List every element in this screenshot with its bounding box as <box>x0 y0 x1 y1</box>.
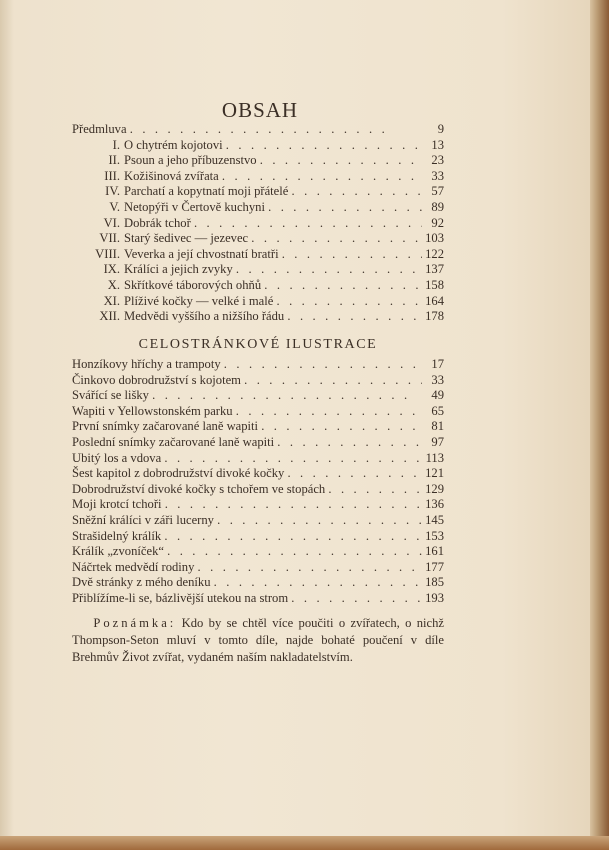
toc-page: 23 <box>431 153 444 168</box>
toc-row <box>72 184 444 200</box>
toc-label: Medvědi vyššího a nižšího řádu <box>124 309 285 324</box>
toc-row <box>72 482 444 498</box>
note-text: Kdo by se chtěl více poučiti o zvířatech, o nichž Thompson-Seton mluví v tomto díle, najde bohaté poučení v díle Brehmův Život zvířat, vydaném naším nakladatelstvím. <box>72 616 445 664</box>
toc-row <box>72 388 444 404</box>
toc-page: 164 <box>425 293 444 308</box>
toc-row <box>72 294 444 310</box>
toc-row <box>72 231 444 247</box>
toc-row <box>72 435 444 451</box>
toc-page: 158 <box>425 277 444 292</box>
toc-page: 121 <box>425 466 444 481</box>
toc-label: Svářící se lišky <box>72 388 149 403</box>
toc-label: Sněžní králíci v záři lucerny <box>72 512 214 527</box>
toc-page: 129 <box>425 481 444 496</box>
toc-row <box>72 451 444 467</box>
contents-list <box>72 122 444 325</box>
toc-page: 122 <box>425 246 444 261</box>
toc-row <box>72 591 444 607</box>
chapter-numeral: I. <box>112 137 120 152</box>
toc-label: Dobrák tchoř <box>124 215 191 230</box>
toc-page: 113 <box>425 450 444 465</box>
toc-page: 153 <box>425 528 444 543</box>
toc-row <box>72 373 444 389</box>
toc-row <box>72 278 444 294</box>
toc-label: Honzíkovy hříchy a trampoty <box>72 357 221 371</box>
page-edge-right <box>590 0 609 850</box>
chapter-numeral: VIII. <box>95 246 120 261</box>
chapter-numeral: XI. <box>103 293 120 308</box>
toc-label: Skřítkové táborových ohňů <box>124 277 262 292</box>
toc-page: 178 <box>425 309 444 324</box>
toc-label: Plíživé kočky — velké i malé <box>124 293 274 308</box>
toc-row <box>72 309 444 325</box>
toc-row <box>72 575 444 591</box>
toc-label: Strašidelný králík <box>72 528 162 543</box>
chapter-numeral: X. <box>107 277 120 292</box>
toc-page: 193 <box>425 590 444 605</box>
toc-row <box>72 497 444 513</box>
toc-row <box>72 404 444 420</box>
toc-row <box>72 513 444 529</box>
toc-label: Šest kapitol z dobrodružství divoké kočky <box>72 466 285 481</box>
toc-page: 185 <box>425 575 444 590</box>
toc-label: Veverka a její chvostnatí bratři <box>124 246 279 261</box>
chapter-numeral: II. <box>108 153 120 168</box>
chapter-numeral: V. <box>109 199 120 214</box>
chapter-numeral: III. <box>104 168 120 183</box>
toc-row <box>72 200 444 216</box>
toc-page: 9 <box>437 122 444 136</box>
illustrations-title: CELOSTRÁNKOVÉ ILUSTRACE <box>138 337 378 352</box>
toc-page: 33 <box>431 168 444 183</box>
contents-title: OBSAH <box>221 98 299 122</box>
toc-row-preface <box>72 122 444 138</box>
chapter-numeral: VII. <box>99 231 120 246</box>
toc-page: 57 <box>431 184 444 199</box>
toc-label: Wapiti v Yellowstonském parku <box>72 403 233 418</box>
toc-label: Činkovo dobrodružství s kojotem <box>72 372 241 387</box>
toc-row <box>72 247 444 263</box>
toc-label: Psoun a jeho příbuzenstvo <box>124 153 257 168</box>
toc-row <box>72 419 444 435</box>
toc-row <box>72 466 444 482</box>
toc-label: Poslední snímky začarované laně wapiti <box>72 434 275 449</box>
toc-label: Dobrodružství divoké kočky s tchořem ve stopách <box>72 481 326 496</box>
toc-label: Netopýři v Čertově kuchyni <box>124 199 265 214</box>
toc-row <box>72 138 444 154</box>
toc-row <box>72 216 444 232</box>
toc-label: Předmluva <box>72 122 127 136</box>
toc-page: 136 <box>425 497 444 512</box>
toc-label: Kožišinová zvířata <box>124 168 219 183</box>
toc-label: O chytrém kojotovi <box>124 137 223 152</box>
toc-page: 81 <box>431 419 444 434</box>
toc-row <box>72 262 444 278</box>
toc-page: 49 <box>431 388 444 403</box>
chapter-numeral: XII. <box>99 309 120 324</box>
note-label: Poznámka: <box>93 616 177 630</box>
toc-page: 17 <box>431 357 444 371</box>
toc-label: Ubitý los a vdova <box>72 450 162 465</box>
toc-page: 89 <box>431 199 444 214</box>
toc-page: 145 <box>425 512 444 527</box>
toc-page: 103 <box>425 231 444 246</box>
toc-page: 92 <box>431 215 444 230</box>
toc-page: 177 <box>425 559 444 574</box>
book-cover-bottom <box>0 836 609 850</box>
toc-row <box>72 169 444 185</box>
illustrations-list <box>72 357 444 607</box>
chapter-numeral: VI. <box>103 215 120 230</box>
toc-row <box>72 560 444 576</box>
toc-label: Moji krotcí tchoři <box>72 497 162 512</box>
toc-row <box>72 529 444 545</box>
toc-page: 65 <box>431 403 444 418</box>
toc-page: 33 <box>431 372 444 387</box>
toc-label: Králíci a jejich zvyky <box>124 262 233 277</box>
toc-label: Dvě stránky z mého deníku <box>72 575 211 590</box>
toc-label: Přiblížíme-li se, bázlivější utekou na strom <box>72 590 289 605</box>
toc-row <box>72 544 444 560</box>
toc-page: 137 <box>425 262 444 277</box>
toc-label: Králík „zvoníček“ <box>72 544 164 559</box>
toc-row <box>72 357 444 373</box>
note <box>72 615 444 666</box>
chapter-numeral: IX. <box>103 262 120 277</box>
toc-label: Náčrtek medvědí rodiny <box>72 559 195 574</box>
toc-page: 97 <box>431 434 444 449</box>
toc-page: 13 <box>431 137 444 152</box>
toc-label: Starý šedivec — jezevec <box>124 231 249 246</box>
toc-row <box>72 153 444 169</box>
toc-label: První snímky začarované laně wapiti <box>72 419 259 434</box>
chapter-numeral: IV. <box>105 184 120 199</box>
toc-label: Parchatí a kopytnatí moji přátelé <box>124 184 289 199</box>
toc-page: 161 <box>425 544 444 559</box>
